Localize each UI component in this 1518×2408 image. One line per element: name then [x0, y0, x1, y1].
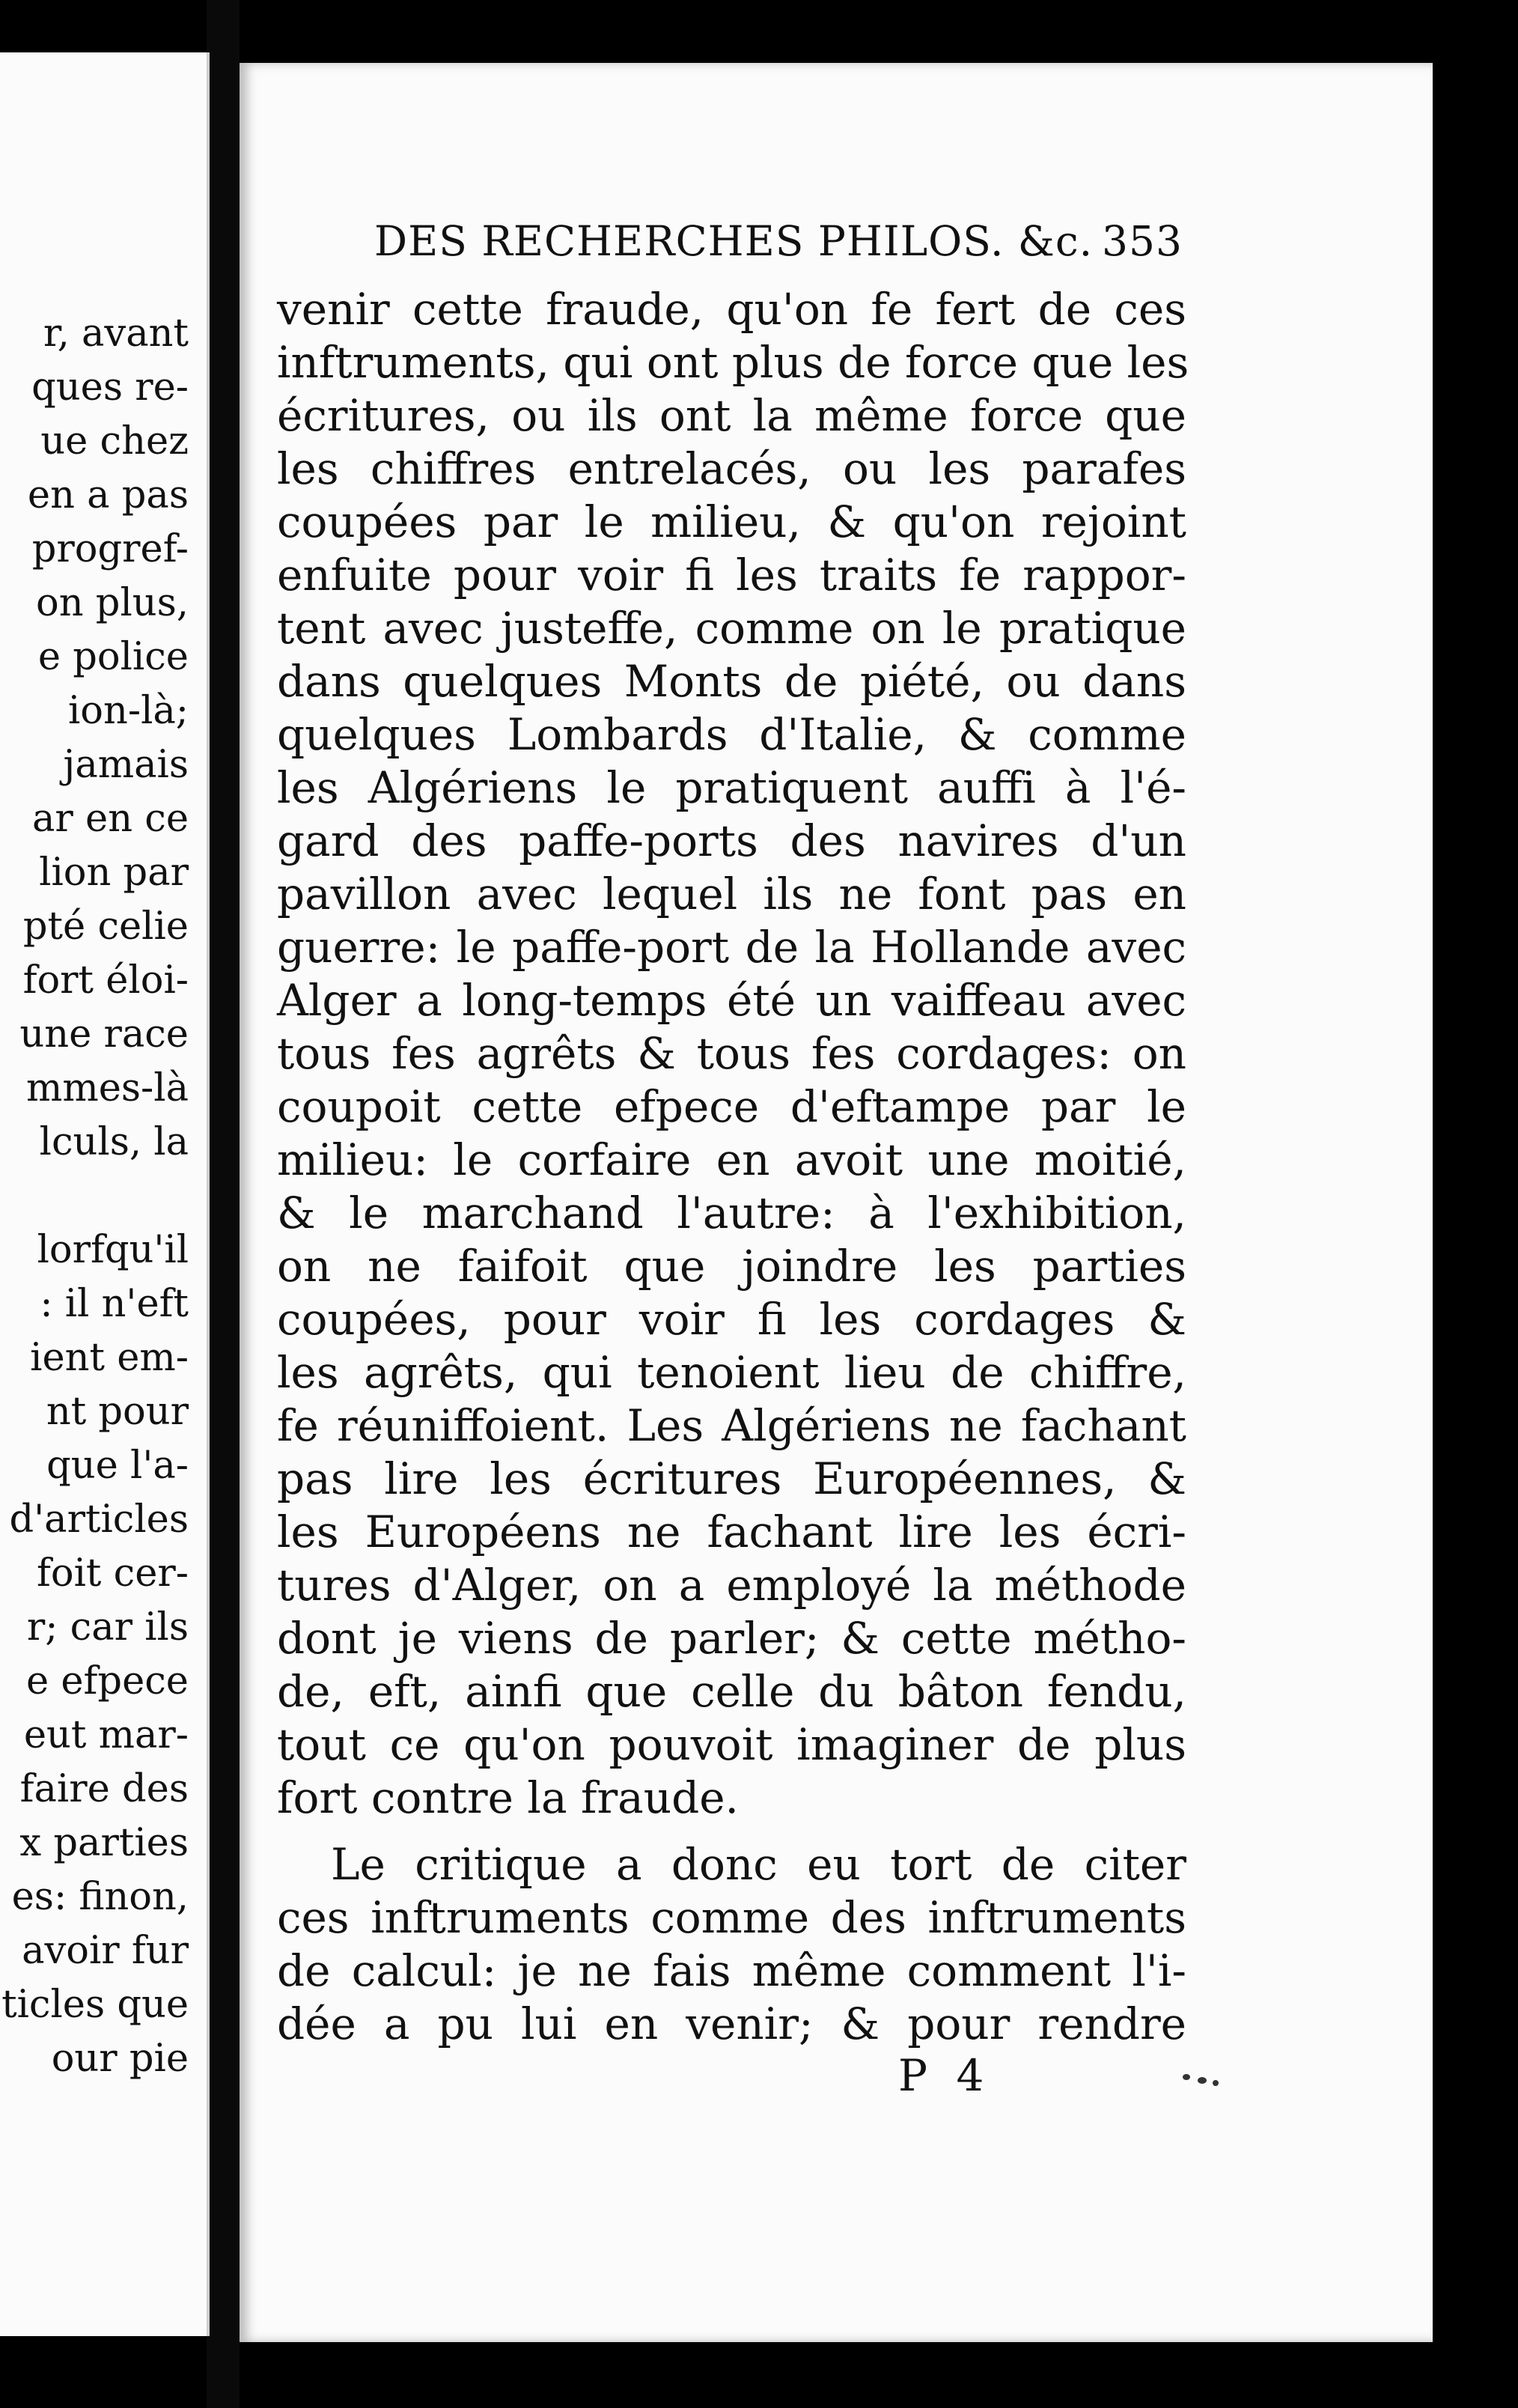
text-line: milieu: le corfaire en avoit une moitié, [277, 1134, 1186, 1185]
text-line: tout ce qu'on pouvoit imaginer de plus [277, 1719, 1186, 1770]
text-line: & le marchand l'autre: à l'exhibition, [277, 1188, 1186, 1238]
paragraph-gap [277, 1825, 1186, 1838]
text-line: inftruments, qui ont plus de force que les [277, 337, 1189, 388]
text-line: fort contre la fraude. [277, 1772, 739, 1823]
body-text [277, 283, 1189, 2051]
text-line: gard des paffe-ports des navires d'un [277, 815, 1186, 866]
running-header [374, 217, 1183, 265]
ink-speck [1183, 2074, 1190, 2080]
text-line: dont je viens de parler; & cette métho- [277, 1613, 1186, 1664]
left-line: progref- [31, 527, 189, 571]
text-line: les chiffres entrelacés, ou les parafes [277, 443, 1186, 494]
left-line: lorfqu'il [37, 1228, 189, 1272]
left-line: lculs, la [39, 1120, 189, 1164]
left-page-text [0, 307, 189, 2086]
signature-mark: P 4 [898, 2050, 992, 2101]
left-line: ar en ce [32, 797, 189, 841]
text-line: tent avec justeffe, comme on le pratique [277, 603, 1186, 654]
left-line: foit cer- [37, 1551, 189, 1596]
left-line: ticles que [1, 1983, 189, 2027]
left-line-gap [0, 1170, 189, 1223]
left-line: e police [37, 635, 189, 679]
left-line: faire des [19, 1767, 189, 1811]
text-line: pas lire les écritures Européennes, & [277, 1453, 1186, 1504]
text-line: dans quelques Monts de piété, ou dans [277, 656, 1186, 707]
text-line: venir cette fraude, qu'on fe fert de ces [277, 284, 1186, 335]
left-line: que l'a- [46, 1444, 189, 1488]
left-line: en a pas [27, 473, 189, 517]
text-line: quelques Lombards d'Italie, & comme [277, 709, 1186, 760]
text-line: écritures, ou ils ont la même force que [277, 390, 1186, 441]
text-line: de, eft, ainfi que celle du bâton fendu, [277, 1666, 1186, 1717]
text-line: tures d'Alger, on a employé la méthode [277, 1560, 1186, 1611]
text-line: coupées, pour voir fi les cordages & [277, 1294, 1186, 1345]
left-line: pté celie [22, 904, 189, 949]
text-line: les Algériens le pratiquent auffi à l'é- [277, 762, 1186, 813]
book-gutter [207, 0, 240, 2408]
text-line: pavillon avec lequel ils ne font pas en [277, 869, 1186, 919]
text-line: Le critique a donc eu tort de citer [331, 1839, 1186, 1890]
left-line: eut mar- [23, 1713, 189, 1757]
text-line: les agrêts, qui tenoient lieu de chiffre, [277, 1347, 1186, 1398]
text-line: on ne faifoit que joindre les parties [277, 1241, 1186, 1292]
ink-speck [1213, 2080, 1219, 2086]
left-line: r, avant [43, 311, 189, 356]
left-line: ue chez [40, 419, 189, 463]
text-line: coupées par le milieu, & qu'on rejoint [277, 496, 1186, 547]
left-line: x parties [19, 1821, 189, 1865]
left-line: es: finon, [11, 1875, 189, 1919]
text-line: tous fes agrêts & tous fes cordages: on [277, 1028, 1186, 1079]
left-line: ient em- [30, 1336, 189, 1380]
left-line: nt pour [46, 1390, 189, 1434]
left-line: ques re- [31, 365, 189, 410]
left-line: une race [19, 1012, 189, 1056]
left-line: lion par [39, 851, 189, 895]
left-line: mmes-là [25, 1066, 189, 1110]
left-line: fort éloi- [22, 958, 189, 1003]
text-line: coupoit cette efpece d'eftampe par le [277, 1081, 1186, 1132]
text-line: fe réuniffoient. Les Algériens ne fachant [277, 1400, 1186, 1451]
left-line: our pie [51, 2037, 189, 2081]
running-title: DES RECHERCHES PHILOS. &c. [374, 217, 1094, 265]
left-page-fragment [0, 52, 210, 2336]
left-line: ion-là; [68, 689, 189, 733]
text-line: de calcul: je ne fais même comment l'i- [277, 1945, 1186, 1996]
ink-speck [1198, 2077, 1207, 2084]
left-line: d'articles [9, 1498, 189, 1542]
left-line: e efpece [25, 1659, 189, 1703]
page-number: 353 [1102, 217, 1183, 265]
left-line: jamais [63, 743, 189, 787]
left-line: avoir fur [22, 1929, 189, 1973]
text-line: Alger a long-temps été un vaiffeau avec [277, 975, 1186, 1026]
text-line: guerre: le paffe-port de la Hollande avec [277, 922, 1186, 973]
text-line: dée a pu lui en venir; & pour rendre [277, 1998, 1186, 2049]
left-line: on plus, [36, 581, 189, 625]
text-line: ces inftruments comme des inftruments [277, 1892, 1186, 1943]
text-line: les Européens ne fachant lire les écri- [277, 1506, 1186, 1557]
left-line: r; car ils [26, 1605, 189, 1650]
text-line: enfuite pour voir fi les traits fe rappor- [277, 550, 1186, 601]
left-line: : il n'eft [40, 1282, 189, 1326]
